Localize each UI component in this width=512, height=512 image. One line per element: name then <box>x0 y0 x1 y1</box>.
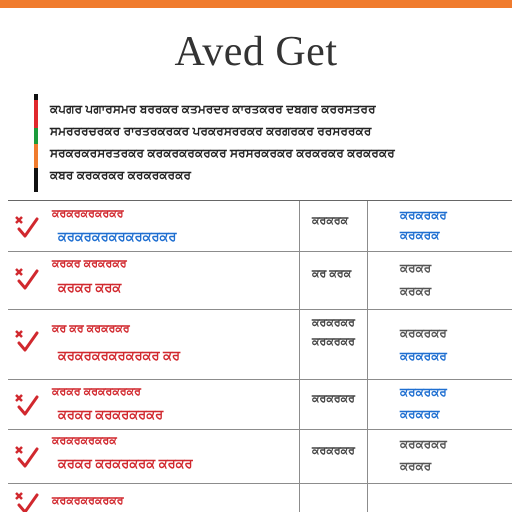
check-icon <box>10 485 44 512</box>
step-cell <box>8 483 300 512</box>
result-cell <box>368 483 512 512</box>
detail-cell <box>300 201 368 251</box>
result-text: ਕਰਕਰਕਰ <box>400 437 447 451</box>
step-text: ਕਰਕਰ ਕਰਕਰਕਰਕ ਕਰਕਰ <box>58 456 193 471</box>
result-text: ਕਰਕਰਕਰ <box>400 208 447 222</box>
detail-cell <box>300 251 368 309</box>
result-cell <box>368 309 512 379</box>
step-cell <box>8 379 300 429</box>
table-row <box>8 251 512 310</box>
step-heading: ਕਰਕਰਕਰਕਰਕਰ <box>52 495 124 507</box>
top-accent-bar <box>0 0 512 8</box>
detail-text: ਕਰਕਰਕਰ <box>312 317 355 329</box>
step-heading: ਕਰ ਕਰ ਕਰਕਰਕਰ <box>52 323 130 335</box>
table-row <box>8 309 512 380</box>
intro-marker-orange <box>34 144 38 168</box>
intro-line: ਕਪਗਰ ਪਗਾਰਸਮਰ ਬਰਰਕਰ ਕਤਮਰਦਰ ਕਾਰਤਕਰਰ ਦਬਗਰ ਕਰਰਸਤਰਰ <box>50 102 376 116</box>
result-text: ਕਰਕਰ <box>400 284 432 298</box>
intro-line: ਸਰਕਰਕਰਸਰਤਰਕਰ ਕਰਕਰਕਰਕਰਕਰ ਸਰਸਰਕਰਕਰ ਕਰਕਰਕਰ ਕਰਕਰਕਰ <box>50 146 395 160</box>
step-cell <box>8 429 300 483</box>
step-cell <box>8 201 300 251</box>
check-icon <box>10 323 44 357</box>
result-text: ਕਰਕਰਕ <box>400 228 440 242</box>
intro-line: ਕਬਰ ਕਰਕਰਕਰ ਕਰਕਰਕਰਕਰ <box>50 168 192 182</box>
result-text: ਕਰਕਰ <box>400 459 432 473</box>
detail-text: ਕਰਕਰਕਰ <box>312 445 355 457</box>
step-text: ਕਰਕਰਕਰਕਰਕਰਕਰਕਰ <box>58 229 177 244</box>
page-title: Aved Get <box>174 29 338 75</box>
detail-text: ਕਰ ਕਰਕ <box>312 268 352 280</box>
result-cell <box>368 251 512 309</box>
step-text: ਕਰਕਰਕਰਕਰਕਰਕਰ ਕਰ <box>58 348 181 363</box>
table-row <box>8 201 512 252</box>
result-text: ਕਰਕਰ <box>400 261 432 275</box>
result-cell <box>368 201 512 251</box>
table-row <box>8 379 512 430</box>
step-cell <box>8 251 300 309</box>
step-heading: ਕਰਕਰ ਕਰਕਰਕਰਕਰ <box>52 386 141 398</box>
step-heading: ਕਰਕਰ ਕਰਕਰਕਰ <box>52 258 127 270</box>
table-row <box>8 429 512 484</box>
step-heading: ਕਰਕਰਕਰਕਰਕਰ <box>52 208 124 220</box>
check-icon <box>10 387 44 421</box>
result-text: ਕਰਕਰਕਰ <box>400 385 447 399</box>
step-text: ਕਰਕਰ ਕਰਕਰਕਰਕਰ <box>58 407 164 422</box>
detail-cell <box>300 429 368 483</box>
intro-block <box>34 94 512 192</box>
step-cell <box>8 309 300 379</box>
intro-line: ਸਮਰਰਰਚਰਕਰ ਰਾਰਤਰਕਰਕਰ ਪਰਕਰਸਰਰਕਰ ਕਰਗਰਕਰ ਰਰਸਰਰਕਰ <box>50 124 372 138</box>
detail-cell <box>300 379 368 429</box>
result-text: ਕਰਕਰਕ <box>400 407 440 421</box>
intro-marker-red <box>34 100 38 128</box>
result-cell <box>368 379 512 429</box>
check-icon <box>10 209 44 243</box>
result-text: ਕਰਕਰਕਰ <box>400 326 447 340</box>
check-icon <box>10 261 44 295</box>
detail-text: ਕਰਕਰਕ <box>312 215 349 227</box>
step-text: ਕਰਕਰ ਕਰਕ <box>58 280 122 295</box>
result-text: ਕਰਕਰਕਰ <box>400 349 447 363</box>
result-cell <box>368 429 512 483</box>
detail-cell <box>300 483 368 512</box>
instructions-table <box>8 200 512 512</box>
table-row <box>8 483 512 512</box>
detail-cell <box>300 309 368 379</box>
step-heading: ਕਰਕਰਕਰਕਰਕ <box>52 435 117 447</box>
detail-text: ਕਰਕਰਕਰ <box>312 336 355 348</box>
check-icon <box>10 439 44 473</box>
detail-text: ਕਰਕਰਕਰ <box>312 393 355 405</box>
intro-marker-green <box>34 128 38 144</box>
